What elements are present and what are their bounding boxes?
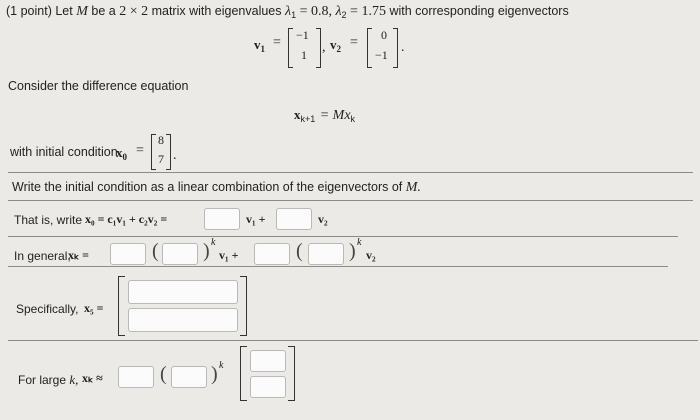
general-c1-input[interactable] — [110, 243, 146, 265]
large-bracket-left — [240, 346, 247, 401]
in-general-label: In general, — [14, 249, 71, 263]
linear-combination-expr: x₀ = c₁v₁ + c₂v₂ = — [85, 212, 168, 226]
problem-statement: (1 point) Let M be a 2 × 2 matrix with eigenvalues $\lambda_1 = 0.8$, $\lambda_2 = 1.75$ with corresponding eigenvectors — [6, 4, 569, 20]
x0-bracket-right — [166, 134, 171, 170]
divider — [8, 340, 698, 341]
specifically-label: Specifically, — [16, 302, 79, 316]
general-lambda2-input[interactable] — [308, 243, 344, 265]
x0-bracket-left — [151, 134, 156, 170]
instruction-text: Write the initial condition as a linear combination of the eigenvectors of M. — [12, 180, 421, 195]
that-is-label: That is, write — [14, 213, 83, 227]
v1-bracket-left — [288, 28, 293, 68]
v1-bracket-right — [316, 28, 321, 68]
general-c2-input[interactable] — [254, 243, 290, 265]
difference-equation: $x_{k+1} = Mx_k$ — [294, 107, 356, 124]
c1-input[interactable] — [204, 208, 240, 230]
v1-plus-label: v₁ + — [246, 212, 266, 226]
large-lambda-input[interactable] — [171, 366, 207, 388]
consider-text: Consider the difference equation — [8, 79, 189, 93]
v1-symbol: $v_1$ — [254, 37, 265, 54]
v2-label: v₂ — [366, 248, 376, 262]
general-lambda1-input[interactable] — [162, 243, 198, 265]
k-exponent: k — [219, 360, 224, 371]
points-label: (1 point) — [6, 4, 52, 18]
x5-bracket-left — [118, 276, 125, 336]
xk-approx-expr: xₖ ≈ — [82, 371, 103, 385]
divider — [8, 266, 668, 267]
xk-expr: xₖ = — [68, 248, 89, 262]
x5-expr: x₅ = — [84, 301, 104, 315]
k-exponent: k — [357, 237, 362, 248]
for-large-k-label: For large k, — [18, 372, 79, 387]
large-vec-top-input[interactable] — [250, 350, 286, 372]
large-bracket-right — [288, 346, 295, 401]
v2-label: v₂ — [318, 212, 328, 226]
x5-top-input[interactable] — [128, 280, 238, 304]
v2-symbol: $v_2$ — [330, 37, 341, 54]
divider — [8, 172, 693, 173]
divider — [8, 200, 693, 201]
initial-condition-text: with initial condition — [10, 145, 118, 159]
large-vec-bottom-input[interactable] — [250, 376, 286, 398]
k-exponent: k — [211, 237, 216, 248]
v2-bracket-right — [393, 28, 398, 68]
c2-input[interactable] — [276, 208, 312, 230]
x5-bottom-input[interactable] — [128, 308, 238, 332]
v1-plus-label: v₁ + — [219, 248, 239, 262]
divider — [8, 236, 678, 237]
x0-symbol: $x_0$ — [116, 145, 127, 162]
v2-bracket-left — [367, 28, 372, 68]
x5-bracket-right — [240, 276, 247, 336]
large-coeff-input[interactable] — [118, 366, 154, 388]
